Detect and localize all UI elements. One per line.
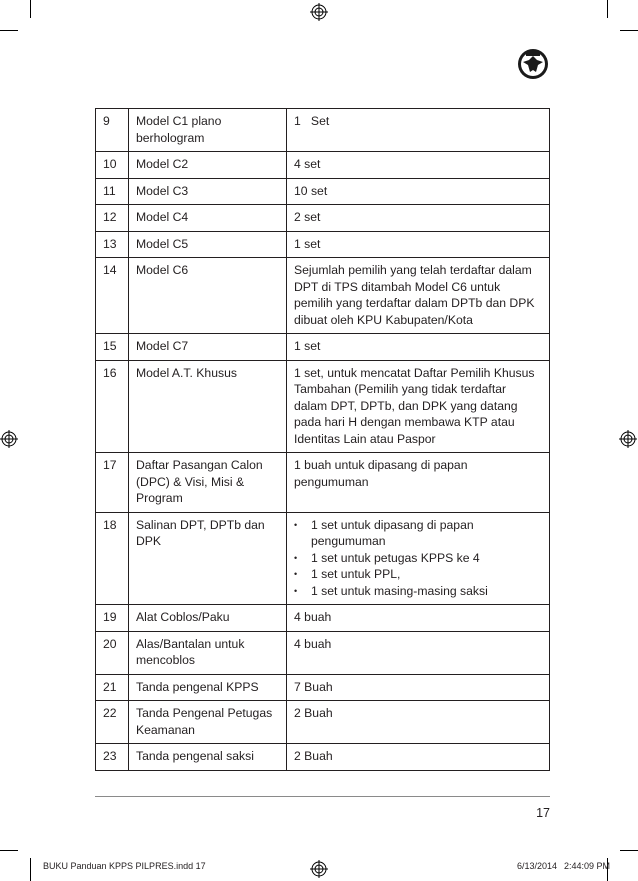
bullet-list (294, 517, 542, 600)
row-number: 9 (96, 109, 129, 152)
list-item (294, 566, 542, 583)
table-row (96, 512, 550, 605)
row-number: 10 (96, 152, 129, 179)
list-item-text: 1 set untuk petugas KPPS ke 4 (311, 550, 480, 565)
crop-mark-bottom-right-h (620, 850, 638, 851)
table-row (96, 178, 550, 205)
list-item (294, 517, 542, 550)
row-number: 21 (96, 674, 129, 701)
item-name: Alas/Bantalan untuk mencoblos (129, 631, 287, 674)
table-row (96, 701, 550, 744)
item-quantity: 1 set (287, 231, 550, 258)
bullet-icon: • (294, 585, 298, 596)
item-name: Model C7 (129, 334, 287, 361)
table-row (96, 674, 550, 701)
item-name: Model C1 plano berhologram (129, 109, 287, 152)
logistics-table (95, 108, 550, 771)
bullet-icon: • (294, 552, 298, 563)
item-name: Model C6 (129, 258, 287, 334)
item-quantity: 1 buah untuk dipasang di papan pengumuman (287, 453, 550, 513)
row-number: 11 (96, 178, 129, 205)
row-number: 17 (96, 453, 129, 513)
crop-mark-top-right-v (607, 0, 608, 18)
item-name: Alat Coblos/Paku (129, 605, 287, 632)
row-number: 20 (96, 631, 129, 674)
table-row (96, 258, 550, 334)
footer-divider (95, 796, 550, 797)
crop-mark-top-left-h (0, 30, 18, 31)
slug-date: 6/13/2014 (517, 861, 558, 871)
table-row (96, 205, 550, 232)
item-quantity: 1 set, untuk mencatat Daftar Pemilih Khusus Tambahan (Pemilih yang tidak terdaftar dalam DPT, DPTb, dan DPK yang datang pada hari H dengan membawa KTP atau Identitas Lain atau Paspor (287, 360, 550, 453)
row-number: 15 (96, 334, 129, 361)
item-name: Model C2 (129, 152, 287, 179)
crop-mark-bottom-left-v (30, 858, 31, 881)
item-quantity: 7 Buah (287, 674, 550, 701)
list-item (294, 550, 542, 567)
crop-mark-bottom-left-h (0, 850, 18, 851)
row-number: 14 (96, 258, 129, 334)
item-quantity: 4 buah (287, 631, 550, 674)
item-name: Salinan DPT, DPTb dan DPK (129, 512, 287, 605)
crop-mark-top-right-h (620, 30, 638, 31)
item-quantity: 10 set (287, 178, 550, 205)
bullet-icon: • (294, 569, 298, 579)
garuda-emblem-icon (517, 48, 549, 80)
item-name: Daftar Pasangan Calon (DPC) & Visi, Misi & Program (129, 453, 287, 513)
table-row (96, 453, 550, 513)
list-item-text: 1 set untuk masing-masing saksi (311, 583, 488, 598)
list-item-text: 1 set untuk dipasang di papan pengumuman (311, 517, 474, 548)
table-row (96, 360, 550, 453)
item-name: Tanda pengenal KPPS (129, 674, 287, 701)
item-quantity: 4 set (287, 152, 550, 179)
table-row (96, 231, 550, 258)
row-number: 19 (96, 605, 129, 632)
slug-time: 2:44:09 PM (564, 861, 611, 871)
item-name: Tanda Pengenal Petugas Keamanan (129, 701, 287, 744)
row-number: 18 (96, 512, 129, 605)
table-row (96, 152, 550, 179)
registration-mark-icon (310, 860, 328, 878)
row-number: 12 (96, 205, 129, 232)
table-row (96, 109, 550, 152)
item-name: Model C3 (129, 178, 287, 205)
row-number: 22 (96, 701, 129, 744)
list-item (294, 583, 542, 600)
registration-mark-icon (0, 430, 18, 448)
row-number: 13 (96, 231, 129, 258)
slug-filename: BUKU Panduan KPPS PILPRES.indd 17 (43, 861, 206, 871)
page-number: 17 (536, 806, 550, 820)
item-quantity: 2 Buah (287, 701, 550, 744)
item-quantity: 4 buah (287, 605, 550, 632)
row-number: 16 (96, 360, 129, 453)
bullet-icon: • (294, 519, 298, 530)
table-row (96, 605, 550, 632)
item-quantity: Sejumlah pemilih yang telah terdaftar dalam DPT di TPS ditambah Model C6 untuk pemilih yang terdaftar dalam DPTb dan DPK dibuat oleh KPU Kabupaten/Kota (287, 258, 550, 334)
item-name: Model A.T. Khusus (129, 360, 287, 453)
crop-mark-top-left-v (30, 0, 31, 18)
list-item-text: 1 set untuk PPL, (311, 567, 401, 581)
item-quantity: 2 set (287, 205, 550, 232)
item-name: Tanda pengenal saksi (129, 744, 287, 771)
item-quantity (287, 512, 550, 605)
item-quantity: 2 Buah (287, 744, 550, 771)
table-row (96, 334, 550, 361)
registration-mark-icon (619, 430, 637, 448)
item-name: Model C4 (129, 205, 287, 232)
table-row (96, 744, 550, 771)
registration-mark-icon (310, 3, 328, 21)
item-quantity: 1 Set (287, 109, 550, 152)
table-row (96, 631, 550, 674)
item-quantity: 1 set (287, 334, 550, 361)
row-number: 23 (96, 744, 129, 771)
item-name: Model C5 (129, 231, 287, 258)
